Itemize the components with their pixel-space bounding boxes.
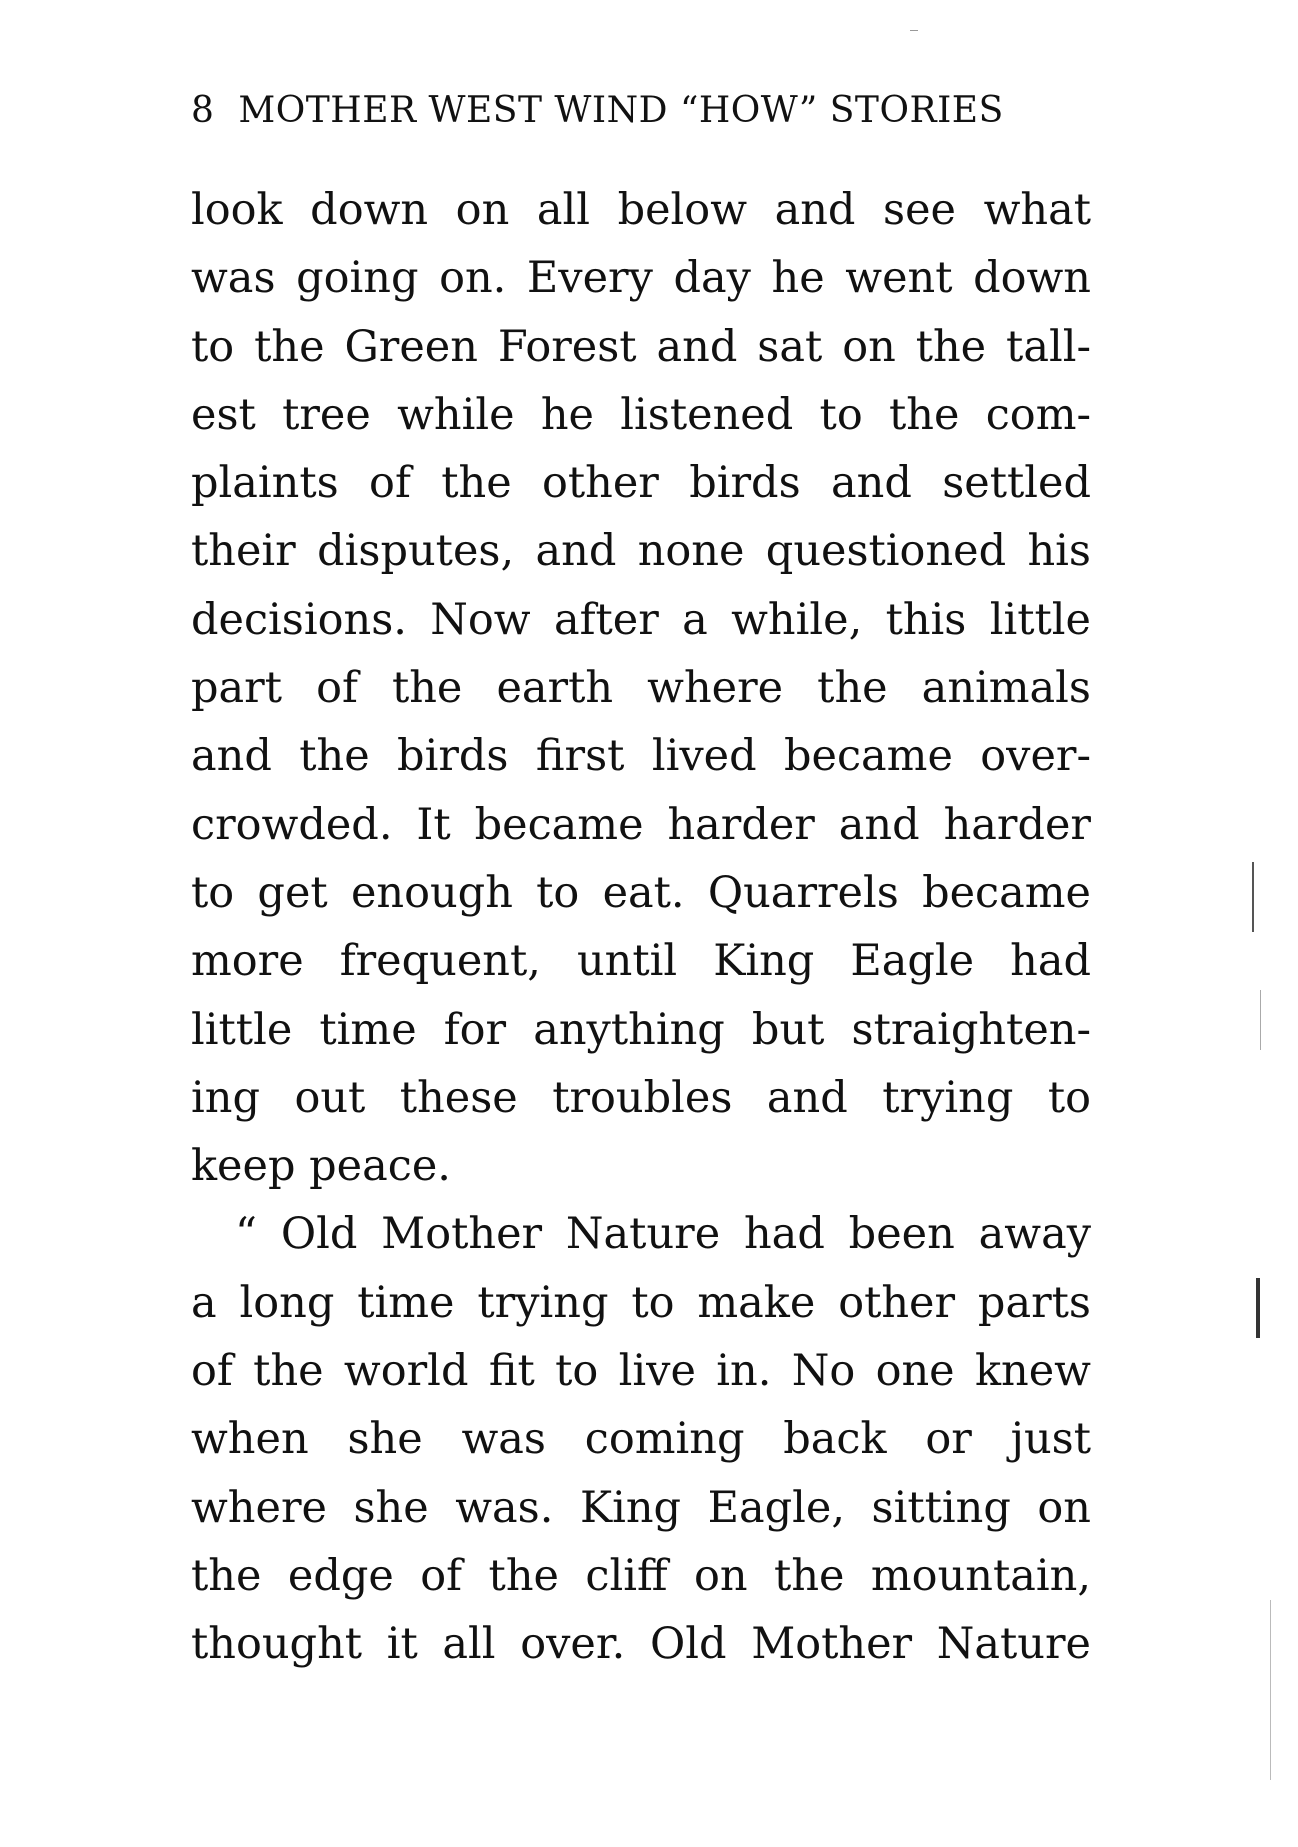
text-line: plaints of the other birds and settled (191, 458, 1091, 509)
text-line: part of the earth where the animals (191, 663, 1091, 714)
text-line: of the world fit to live in. No one knew (191, 1346, 1091, 1397)
scan-artifact (1260, 990, 1261, 1050)
text-line: decisions. Now after a while, this little (191, 594, 1091, 645)
text-line: and the birds first lived became over- (191, 731, 1091, 782)
text-line: more frequent, until King Eagle had (191, 936, 1091, 987)
text-line: little time for anything but straighten- (191, 1004, 1091, 1055)
text-line: a long time trying to make other parts (191, 1277, 1091, 1328)
running-head (191, 86, 1091, 136)
text-line: the edge of the cliff on the mountain, (191, 1550, 1091, 1601)
scan-artifact (1252, 862, 1254, 932)
text-line: crowded. It became harder and harder (191, 799, 1091, 850)
text-line: where she was. King Eagle, sitting on (191, 1482, 1091, 1533)
scan-artifact (1270, 1600, 1271, 1780)
text-line: est tree while he listened to the com- (191, 389, 1091, 440)
text-line-paragraph-end: keep peace. (191, 1141, 451, 1192)
text-line: look down on all below and see what (191, 185, 1091, 235)
text-line: ing out these troubles and trying to (191, 1072, 1091, 1123)
text-line: was going on. Every day he went down (191, 253, 1091, 304)
text-line: to get enough to eat. Quarrels became (191, 867, 1091, 918)
text-line: to the Green Forest and sat on the tall- (191, 321, 1091, 372)
text-line: their disputes, and none questioned his (191, 526, 1091, 577)
scan-artifact (1256, 1278, 1260, 1338)
text-line-paragraph-start: “ Old Mother Nature had been away (235, 1209, 1091, 1260)
body-text (191, 176, 1091, 1679)
text-line: thought it all over. Old Mother Nature (191, 1619, 1091, 1670)
running-head-title: MOTHER WEST WIND “HOW” STORIES (238, 90, 1004, 131)
scan-artifact (910, 30, 918, 31)
page-number: 8 (191, 90, 215, 131)
text-line: when she was coming back or just (191, 1414, 1091, 1465)
